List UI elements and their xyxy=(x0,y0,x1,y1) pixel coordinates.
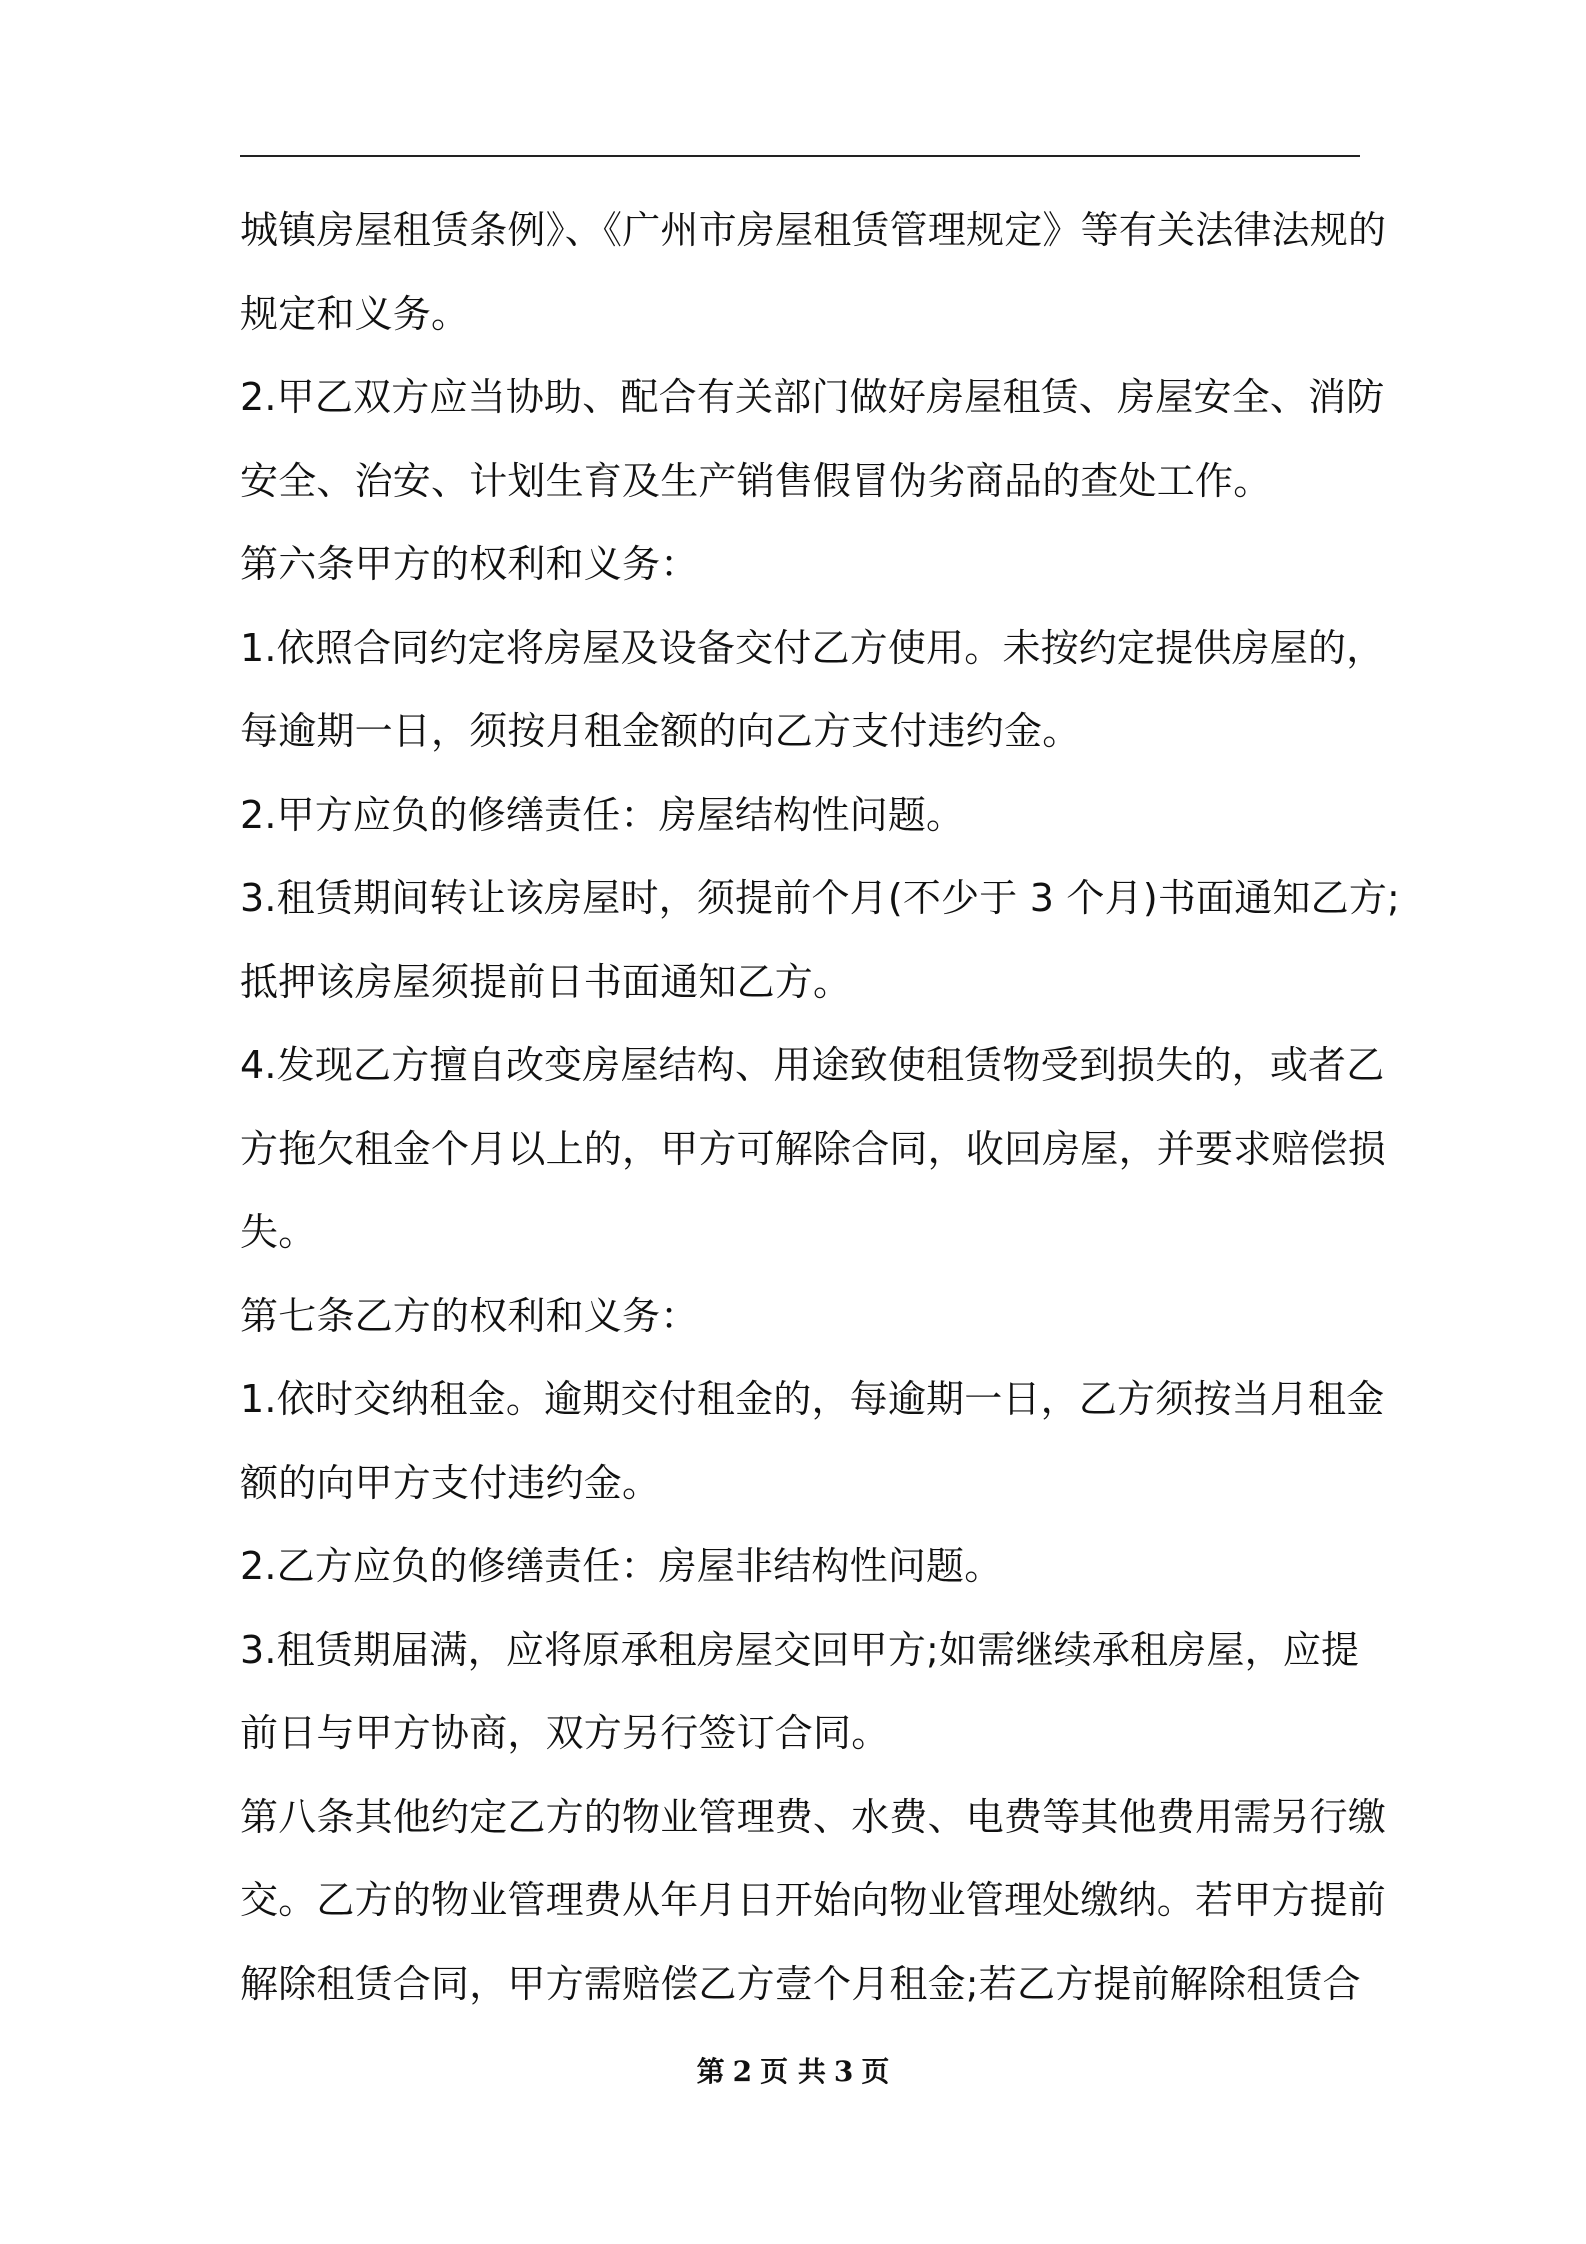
text-line: 方拖欠租金个月以上的，甲方可解除合同，收回房屋，并要求赔偿损 xyxy=(240,1126,1387,1171)
text-line: 规定和义务。 xyxy=(240,291,470,336)
total-pages-number: 3 xyxy=(833,2055,854,2088)
text-line: 2.甲乙双方应当协助、配合有关部门做好房屋租赁、房屋安全、消防 xyxy=(240,375,1385,419)
footer-middle: 页 共 xyxy=(760,2055,826,2088)
text-line: 交。乙方的物业管理费从年月日开始向物业管理处缴纳。若甲方提前 xyxy=(240,1878,1387,1922)
section-heading: 第六条甲方的权利和义务： xyxy=(240,542,699,586)
text-line: 解除租赁合同，甲方需赔偿乙方壹个月租金;若乙方提前解除租赁合 xyxy=(240,1961,1361,2006)
text-line: 失。 xyxy=(240,1210,317,1254)
text-line: 额的向甲方支付违约金。 xyxy=(240,1460,661,1505)
footer-suffix: 页 xyxy=(861,2055,890,2088)
text-line: 每逾期一日，须按月租金额的向乙方支付违约金。 xyxy=(240,709,1081,753)
document-body xyxy=(240,198,1401,2035)
section-heading: 第七条乙方的权利和义务： xyxy=(240,1293,699,1338)
text-line: 城镇房屋租赁条例》、《广州市房屋租赁管理规定》等有关法律法规的 xyxy=(240,208,1387,252)
text-line: 安全、治安、计划生育及生产销售假冒伪劣商品的查处工作。 xyxy=(240,458,1272,503)
page-footer xyxy=(0,2050,1586,2090)
footer-prefix: 第 xyxy=(696,2055,725,2088)
text-line: 2.甲方应负的修缮责任：房屋结构性问题。 xyxy=(240,792,965,837)
text-line: 3.租赁期届满，应将原承租房屋交回甲方;如需继续承租房屋，应提 xyxy=(240,1627,1360,1672)
text-line: 抵押该房屋须提前日书面通知乙方。 xyxy=(240,959,852,1004)
text-line: 4.发现乙方擅自改变房屋结构、用途致使租赁物受到损失的，或者乙 xyxy=(240,1043,1385,1087)
text-line: 3.租赁期间转让该房屋时，须提前个月(不少于 3 个月)书面通知乙方; xyxy=(240,876,1401,920)
text-line: 1.依照合同约定将房屋及设备交付乙方使用。未按约定提供房屋的， xyxy=(240,625,1385,670)
text-line: 前日与甲方协商，双方另行签订合同。 xyxy=(240,1711,890,1755)
section-heading: 第八条其他约定乙方的物业管理费、水费、电费等其他费用需另行缴 xyxy=(240,1794,1387,1839)
text-line: 2.乙方应负的修缮责任：房屋非结构性问题。 xyxy=(240,1544,1003,1588)
current-page-number: 2 xyxy=(732,2055,753,2088)
text-line: 1.依时交纳租金。逾期交付租金的，每逾期一日，乙方须按当月租金 xyxy=(240,1377,1385,1421)
header-rule xyxy=(240,155,1360,157)
